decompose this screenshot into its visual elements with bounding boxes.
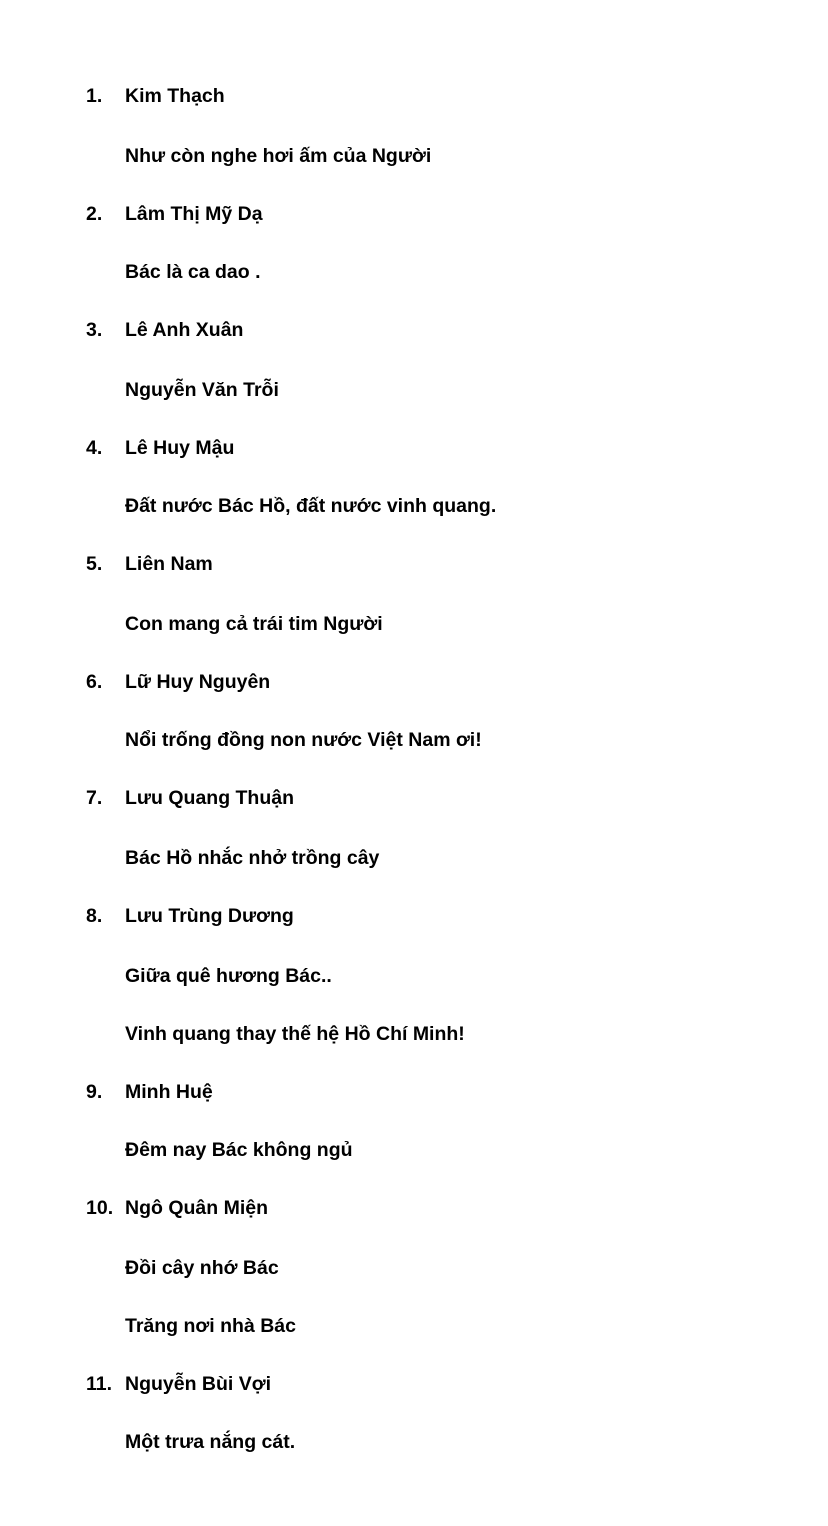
poem-title: Một trưa nắng cát. — [125, 1431, 296, 1453]
author-name: Ngô Quân Miện — [125, 1197, 268, 1219]
poem-title: Nổi trống đồng non nước Việt Nam ơi! — [125, 729, 482, 751]
author-name: Lưu Trùng Dương — [125, 905, 294, 927]
poem-title: Nguyễn Văn Trỗi — [125, 379, 279, 401]
entry-number: 9. — [86, 1081, 103, 1103]
entry-number: 4. — [86, 437, 103, 459]
poem-title: Bác là ca dao . — [125, 261, 261, 283]
author-name: Lê Anh Xuân — [125, 319, 244, 341]
entry-number: 5. — [86, 553, 103, 575]
author-name: Minh Huệ — [125, 1081, 213, 1103]
author-name: Nguyễn Bùi Vợi — [125, 1373, 272, 1395]
poem-title: Giữa quê hương Bác.. — [125, 965, 332, 987]
poem-title: Trăng nơi nhà Bác — [125, 1315, 296, 1337]
poem-title: Như còn nghe hơi ấm của Người — [125, 145, 432, 167]
author-name: Liên Nam — [125, 553, 213, 575]
author-name: Lưu Quang Thuận — [125, 787, 295, 809]
poem-title: Bác Hồ nhắc nhở trồng cây — [125, 847, 380, 869]
entry-number: 10. — [86, 1197, 114, 1219]
author-name: Lâm Thị Mỹ Dạ — [125, 203, 263, 225]
entry-number: 7. — [86, 787, 103, 809]
author-name: Lê Huy Mậu — [125, 437, 235, 459]
author-name: Kim Thạch — [125, 85, 225, 107]
entry-number: 2. — [86, 203, 103, 225]
author-name: Lữ Huy Nguyên — [125, 671, 271, 693]
poem-title: Vinh quang thay thế hệ Hồ Chí Minh! — [125, 1023, 465, 1045]
entry-number: 8. — [86, 905, 103, 927]
poem-title: Đất nước Bác Hồ, đất nước vinh quang. — [125, 495, 497, 517]
entry-number: 1. — [86, 85, 103, 107]
poem-title: Con mang cả trái tim Người — [125, 613, 383, 635]
entry-number: 11. — [86, 1373, 113, 1395]
poem-title: Đêm nay Bác không ngủ — [125, 1139, 353, 1161]
entry-number: 6. — [86, 671, 103, 693]
poem-title: Đồi cây nhớ Bác — [125, 1257, 279, 1279]
entry-number: 3. — [86, 319, 103, 341]
